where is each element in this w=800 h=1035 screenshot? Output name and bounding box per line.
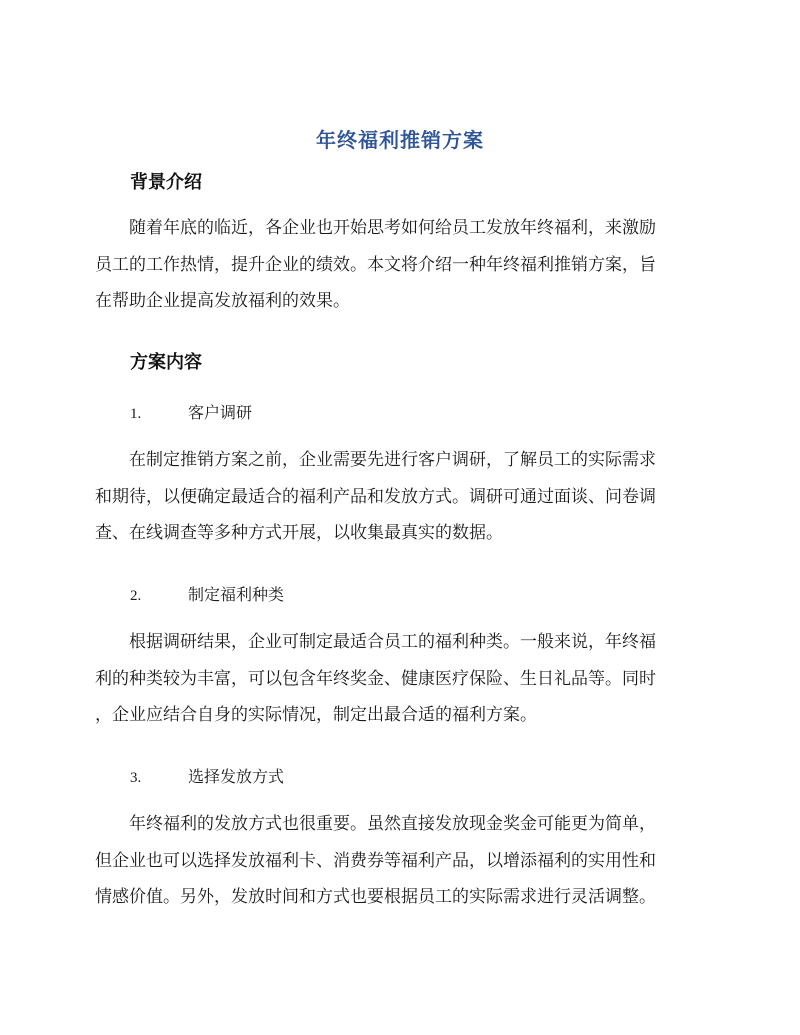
paragraph-line: 在帮助企业提高发放福利的效果。: [95, 291, 350, 311]
paragraph-line: 利的种类较为丰富，可以包含年终奖金、健康医疗保险、生日礼品等。同时: [95, 668, 656, 689]
paragraph-line: 在制定推销方案之前，企业需要先进行客户调研，了解员工的实际需求: [129, 450, 656, 470]
list-item-number: 1.: [130, 406, 142, 422]
paragraph-line: ，企业应结合自身的实际情况，制定出最合适的福利方案。: [95, 705, 537, 725]
list-item-number: 2.: [130, 588, 142, 604]
list-item-number: 3.: [130, 770, 142, 786]
item-3-paragraph: [95, 806, 701, 916]
paragraph-line: 查、在线调查等多种方式开展，以收集最真实的数据。: [95, 523, 503, 543]
paragraph-line: 但企业也可以选择发放福利卡、消费券等福利产品，以增添福利的实用性和: [95, 850, 656, 871]
paragraph-line: 员工的工作热情，提升企业的绩效。本文将介绍一种年终福利推销方案，旨: [95, 254, 656, 275]
list-item-heading-2: [130, 582, 284, 605]
paragraph-line: 年终福利的发放方式也很重要。虽然直接发放现金奖金可能更为简单，: [129, 814, 656, 834]
item-1-paragraph: [95, 442, 701, 552]
section-heading-background: 背景介绍: [130, 172, 202, 193]
paragraph-line: 情感价值。另外，发放时间和方式也要根据员工的实际需求进行灵活调整。: [95, 887, 656, 907]
document-title: 年终福利推销方案: [316, 128, 484, 152]
paragraph-line: 根据调研结果，企业可制定最适合员工的福利种类。一般来说，年终福: [129, 632, 656, 652]
section-heading-content: 方案内容: [130, 352, 202, 373]
paragraph-line: 随着年底的临近，各企业也开始思考如何给员工发放年终福利，来激励: [129, 218, 656, 238]
list-item-title: 选择发放方式: [188, 767, 285, 786]
list-item-heading-3: [130, 764, 284, 787]
item-2-paragraph: [95, 624, 701, 734]
list-item-heading-1: [130, 400, 252, 423]
list-item-title: 制定福利种类: [188, 585, 285, 604]
paragraph-line: 和期待，以便确定最适合的福利产品和发放方式。调研可通过面谈、问卷调: [95, 486, 656, 507]
background-paragraph: [95, 210, 701, 320]
list-item-title: 客户调研: [188, 403, 253, 422]
